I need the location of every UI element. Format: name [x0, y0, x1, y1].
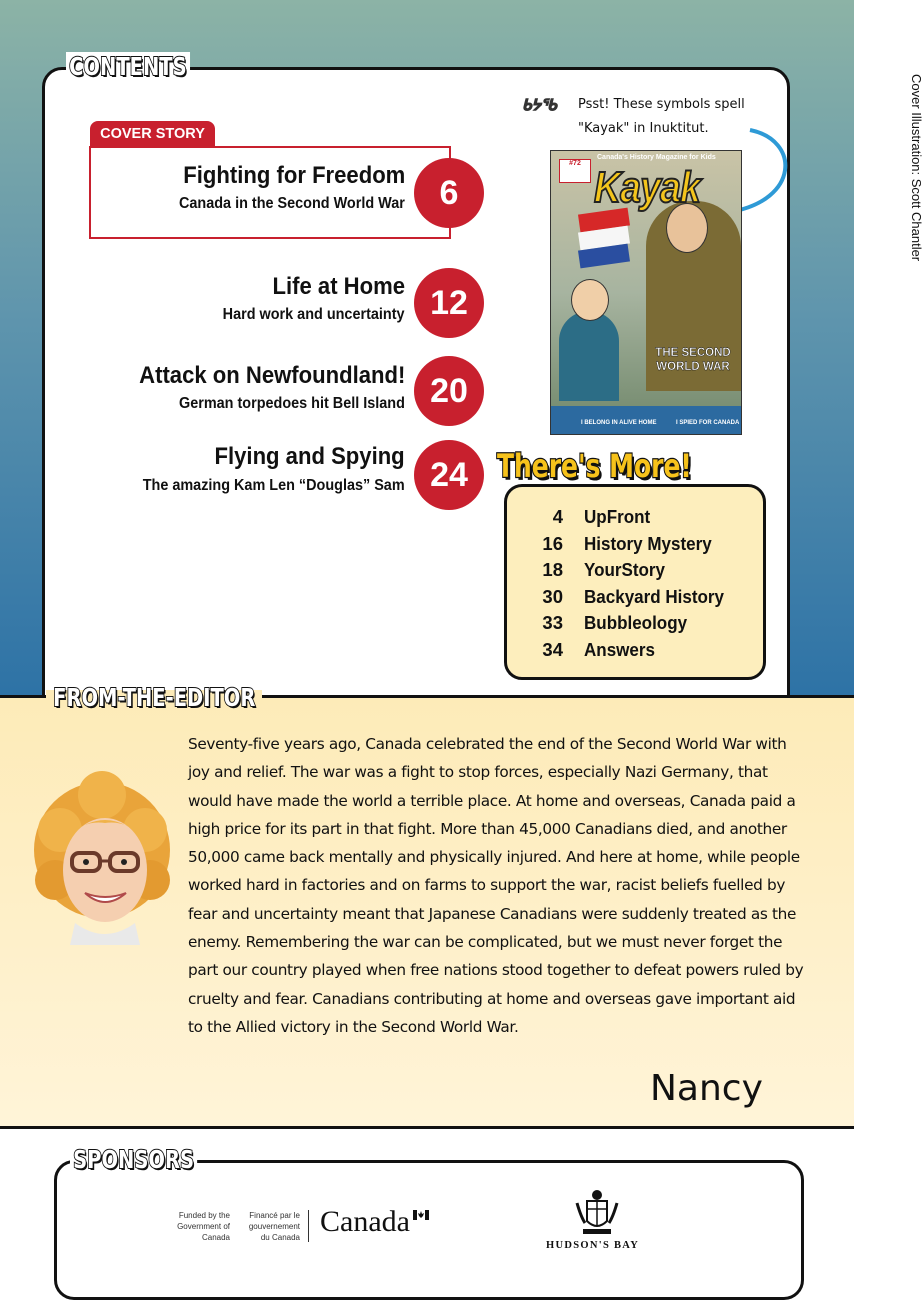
magazine-footer-right: I SPIED FOR CANADA [676, 420, 740, 426]
list-item-page: 30 [542, 585, 563, 607]
magazine-footer-left: I BELONG IN ALIVE HOME [581, 420, 657, 426]
list-item-label: Backyard History [584, 585, 725, 607]
theres-more-heading: There's More! [497, 447, 692, 485]
sponsors-divider [0, 1126, 854, 1129]
boy-head [571, 279, 609, 321]
cover-credit: Cover Illustration: Scott Chantler [909, 74, 924, 262]
list-item[interactable] [507, 559, 769, 585]
story-title-2[interactable]: Life at Home [272, 273, 405, 300]
hudsons-bay-crest-icon [573, 1187, 621, 1239]
psst-note: Psst! These symbols spell "Kayak" in Inuktitut. [578, 97, 745, 136]
list-item[interactable] [507, 639, 769, 665]
list-item-label: YourStory [584, 559, 666, 580]
list-item-page: 33 [542, 612, 563, 633]
editor-signature: Nancy [650, 1068, 763, 1109]
canada-wordmark[interactable]: Canada [320, 1205, 410, 1238]
magazine-logo: Kayak [594, 163, 700, 212]
list-item-label: UpFront [584, 506, 651, 527]
page-number-circle-2[interactable]: 12 [414, 268, 484, 338]
cover-story-tab: COVER STORY [90, 121, 215, 147]
story-title-3[interactable]: Attack on Newfoundland! [138, 362, 405, 389]
list-item-page: 16 [542, 532, 563, 554]
boy-illustration [559, 311, 619, 401]
editor-avatar [30, 775, 180, 945]
gov-funding-en: Funded by the Government of Canada [177, 1211, 230, 1242]
story-title-4[interactable]: Flying and Spying [214, 443, 405, 470]
sponsors-heading: SPONSORS [70, 1145, 197, 1175]
list-item[interactable] [507, 533, 769, 559]
contents-heading: CONTENTS [66, 52, 190, 82]
story-subtitle-2: Hard work and uncertainty [223, 306, 405, 323]
magazine-cover[interactable] [550, 150, 742, 435]
cover-credit-wrap [736, 74, 924, 424]
magazine-issue-badge: #72 [559, 159, 591, 183]
gov-separator [308, 1210, 309, 1242]
page-number-circle-3[interactable]: 20 [414, 356, 484, 426]
story-title-1[interactable]: Fighting for Freedom [182, 162, 405, 189]
editor-heading: FROM-THE-EDITOR [53, 683, 256, 712]
story-subtitle-3: German torpedoes hit Bell Island [179, 395, 405, 412]
hudsons-bay-wordmark[interactable]: HUDSON'S BAY [546, 1240, 640, 1251]
editor-letter: Seventy-five years ago, Canada celebrated the end of the Second World War with joy and relief. The war was a fight to stop forces, especially Nazi Germany, that would have made the world a terrible place. At home and overseas, Canada paid a high price for its part in that fight. More than 45,000 Canadians died, and another 50,000 came back mentally and physically injured. And here at home, while people worked hard in factories and on farms to support the war, racist beliefs fuelled by fear and uncertainty meant that Japanese Canadians were suddenly treated as the enemy. Remembering the war can be complicated, but we must never forget the part our country played when free nations stood together to defeat powers ruled by cruelty and fear. Canadians contributing at home and overseas gave important aid to the Allied victory in the Second World War. [188, 735, 804, 1036]
magazine-cover-title: THE SECOND WORLD WAR [655, 347, 731, 373]
list-item-page: 4 [552, 506, 563, 527]
cover-story-box [89, 146, 451, 239]
theres-more-box [504, 484, 766, 680]
list-item-page: 34 [542, 638, 563, 660]
story-subtitle-1: Canada in the Second World War [179, 195, 405, 212]
list-item[interactable] [507, 506, 769, 532]
list-item-page: 18 [542, 559, 563, 580]
list-item[interactable] [507, 586, 769, 612]
list-item-label: Answers [584, 638, 655, 660]
list-item[interactable] [507, 612, 769, 638]
story-subtitle-4: The amazing Kam Len “Douglas” Sam [143, 477, 405, 494]
magazine-tagline: Canada's History Magazine for Kids [597, 154, 716, 161]
page-number-circle-4[interactable]: 24 [414, 440, 484, 510]
list-item-label: History Mystery [584, 532, 712, 554]
canada-flag-icon [413, 1210, 429, 1220]
list-item-label: Bubbleology [584, 612, 688, 633]
page-number-circle-1[interactable]: 6 [414, 158, 484, 228]
gov-funding-fr: Financé par le gouvernement du Canada [248, 1211, 300, 1242]
inuktitut-symbols: ᑲᔭᖃ [522, 97, 557, 114]
